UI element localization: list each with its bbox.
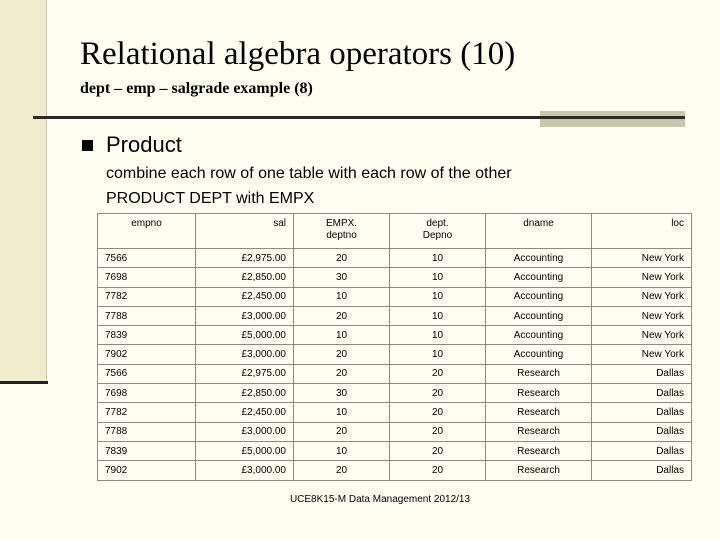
table-row (98, 461, 692, 480)
table-row (98, 306, 692, 325)
table-row (98, 384, 692, 403)
cell-dept-depno: 20 (390, 384, 486, 403)
header-text: deptno (326, 230, 357, 241)
table-row (98, 326, 692, 345)
cell-empx-deptno: 10 (294, 287, 390, 306)
cell-loc: New York (592, 306, 692, 325)
cell-empno: 7839 (98, 326, 196, 345)
cell-empno: 7698 (98, 268, 196, 287)
cell-sal: £3,000.00 (196, 461, 294, 480)
cell-sal: £2,850.00 (196, 384, 294, 403)
cell-dept-depno: 20 (390, 364, 486, 383)
table-row (98, 249, 692, 268)
table-row (98, 287, 692, 306)
left-divider-line (46, 0, 47, 383)
cell-sal: £2,975.00 (196, 249, 294, 268)
header-text: EMPX. (325, 218, 358, 229)
cell-empno: 7788 (98, 306, 196, 325)
cell-dept-depno: 20 (390, 403, 486, 422)
cell-dname: Research (486, 364, 592, 383)
product-table (97, 213, 692, 481)
square-bullet-icon (82, 140, 93, 151)
cell-loc: New York (592, 345, 692, 364)
cell-sal: £2,450.00 (196, 287, 294, 306)
cell-dept-depno: 10 (390, 249, 486, 268)
cell-empno: 7566 (98, 249, 196, 268)
cell-sal: £3,000.00 (196, 306, 294, 325)
table-row (98, 441, 692, 460)
cell-dept-depno: 10 (390, 345, 486, 364)
table-header-row (98, 214, 692, 249)
cell-dept-depno: 10 (390, 268, 486, 287)
table-row (98, 422, 692, 441)
cell-loc: Dallas (592, 384, 692, 403)
cell-empx-deptno: 10 (294, 326, 390, 345)
cell-loc: New York (592, 287, 692, 306)
table-row (98, 364, 692, 383)
cell-dept-depno: 20 (390, 441, 486, 460)
cell-empno: 7566 (98, 364, 196, 383)
header-text: Depno (422, 230, 453, 241)
cell-dname: Research (486, 403, 592, 422)
cell-dname: Accounting (486, 268, 592, 287)
cell-dept-depno: 10 (390, 306, 486, 325)
cell-empx-deptno: 20 (294, 306, 390, 325)
title-rule-accent (540, 111, 685, 127)
cell-empno: 7698 (98, 384, 196, 403)
slide-subtitle: dept – emp – salgrade example (8) (80, 80, 313, 97)
title-rule (33, 116, 685, 119)
cell-empno: 7788 (98, 422, 196, 441)
cell-loc: Dallas (592, 461, 692, 480)
cell-dname: Accounting (486, 306, 592, 325)
cell-dname: Research (486, 441, 592, 460)
cell-empno: 7902 (98, 461, 196, 480)
cell-dept-depno: 20 (390, 422, 486, 441)
cell-dname: Accounting (486, 345, 592, 364)
cell-dname: Accounting (486, 326, 592, 345)
table-row (98, 345, 692, 364)
cell-sal: £2,975.00 (196, 364, 294, 383)
header-dname (486, 214, 592, 249)
left-accent-rule (0, 381, 48, 384)
cell-empx-deptno: 20 (294, 461, 390, 480)
cell-dname: Research (486, 422, 592, 441)
cell-loc: Dallas (592, 403, 692, 422)
cell-sal: £2,850.00 (196, 268, 294, 287)
cell-sal: £5,000.00 (196, 441, 294, 460)
cell-empno: 7839 (98, 441, 196, 460)
table-row (98, 268, 692, 287)
cell-empx-deptno: 30 (294, 268, 390, 287)
header-text: dname (523, 218, 554, 229)
header-text: dept. (426, 218, 449, 229)
cell-sal: £2,450.00 (196, 403, 294, 422)
cell-loc: New York (592, 268, 692, 287)
cell-sal: £3,000.00 (196, 345, 294, 364)
header-sal (196, 214, 294, 249)
header-text: loc (671, 218, 684, 229)
cell-dname: Accounting (486, 249, 592, 268)
header-empx-deptno (294, 214, 390, 249)
left-accent-bar (0, 0, 46, 383)
header-text: empno (131, 218, 162, 229)
cell-dname: Accounting (486, 287, 592, 306)
cell-dept-depno: 10 (390, 326, 486, 345)
cell-loc: New York (592, 249, 692, 268)
header-empno (98, 214, 196, 249)
cell-empno: 7782 (98, 403, 196, 422)
cell-empx-deptno: 20 (294, 249, 390, 268)
cell-empx-deptno: 10 (294, 403, 390, 422)
header-loc (592, 214, 692, 249)
cell-dept-depno: 10 (390, 287, 486, 306)
cell-empno: 7902 (98, 345, 196, 364)
cell-sal: £3,000.00 (196, 422, 294, 441)
cell-loc: Dallas (592, 441, 692, 460)
cell-sal: £5,000.00 (196, 326, 294, 345)
cell-loc: New York (592, 326, 692, 345)
bullet-description: combine each row of one table with each row of the other (106, 165, 512, 182)
bullet-heading: Product (106, 132, 182, 157)
header-dept-depno (390, 214, 486, 249)
cell-loc: Dallas (592, 364, 692, 383)
bullet-expression: PRODUCT DEPT with EMPX (106, 190, 315, 207)
cell-empx-deptno: 20 (294, 422, 390, 441)
cell-loc: Dallas (592, 422, 692, 441)
cell-empx-deptno: 30 (294, 384, 390, 403)
table-row (98, 403, 692, 422)
slide-footer: UCE8K15-M Data Management 2012/13 (289, 494, 471, 505)
cell-empx-deptno: 10 (294, 441, 390, 460)
cell-dname: Research (486, 461, 592, 480)
cell-dept-depno: 20 (390, 461, 486, 480)
header-text: sal (273, 218, 286, 229)
cell-dname: Research (486, 384, 592, 403)
cell-empx-deptno: 20 (294, 345, 390, 364)
cell-empno: 7782 (98, 287, 196, 306)
cell-empx-deptno: 20 (294, 364, 390, 383)
slide-title: Relational algebra operators (10) (80, 36, 516, 72)
